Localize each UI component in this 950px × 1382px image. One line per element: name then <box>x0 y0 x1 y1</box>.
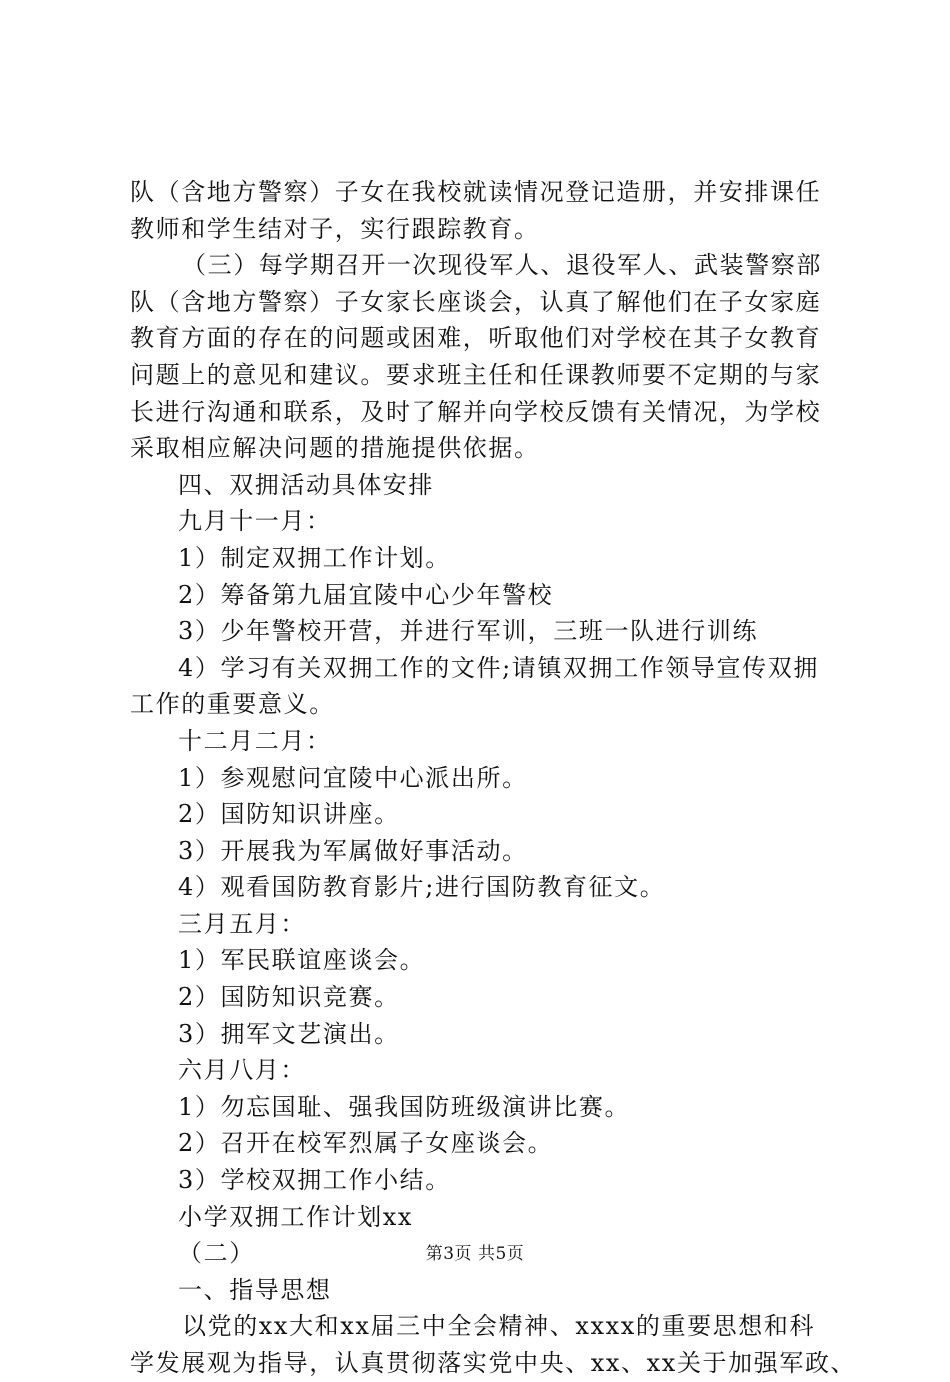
text-line: 1）参观慰问宜陵中心派出所。 <box>178 763 528 792</box>
text-line: 4）学习有关双拥工作的文件;请镇双拥工作领导宣传双拥 <box>178 653 819 682</box>
text-line: 3）学校双拥工作小结。 <box>178 1166 451 1195</box>
text-line: 十二月二月： <box>178 726 332 755</box>
text-line: 3）开展我为军属做好事活动。 <box>178 836 528 865</box>
text-line: 问题上的意见和建议。要求班主任和任课教师要不定期的与家 <box>130 360 822 389</box>
page-footer: 第3页 共5页 <box>425 1244 525 1264</box>
text-line: 2）筹备第九届宜陵中心少年警校 <box>178 580 554 609</box>
text-line: 2）国防知识讲座。 <box>178 800 400 829</box>
text-line: 一、指导思想 <box>178 1275 332 1304</box>
text-line: 六月八月： <box>178 1056 306 1085</box>
text-line: 2）召开在校军烈属子女座谈会。 <box>178 1129 554 1158</box>
text-line: 队（含地方警察）子女在我校就读情况登记造册，并安排课任 <box>130 178 822 206</box>
text-line: 学发展观为指导，认真贯彻落实党中央、xx、xx关于加强军政、 <box>130 1349 857 1377</box>
text-line: 1）制定双拥工作计划。 <box>178 543 451 572</box>
text-line: 九月十一月： <box>178 507 332 536</box>
text-line: 以党的xx大和xx届三中全会精神、xxxx的重要思想和科 <box>182 1312 816 1341</box>
text-line: 4）观看国防教育影片;进行国防教育征文。 <box>178 873 666 902</box>
text-line: 教师和学生结对子，实行跟踪教育。 <box>130 214 540 243</box>
document-body <box>130 174 860 1382</box>
text-line: 1）军民联谊座谈会。 <box>178 946 426 975</box>
text-line: 1）勿忘国耻、强我国防班级演讲比赛。 <box>178 1092 631 1121</box>
text-line: 3）拥军文艺演出。 <box>178 1019 400 1048</box>
text-line: 教育方面的存在的问题或困难，听取他们对学校在其子女教育 <box>130 324 822 353</box>
text-line: 长进行沟通和联系，及时了解并向学校反馈有关情况，为学校 <box>130 397 822 426</box>
text-line: 3）少年警校开营，并进行军训，三班一队进行训练 <box>178 617 759 646</box>
text-line: 采取相应解决问题的措施提供依据。 <box>130 434 540 463</box>
text-line: 小学双拥工作计划xx <box>178 1202 414 1231</box>
text-line: 队（含地方警察）子女家长座谈会，认真了解他们在子女家庭 <box>130 287 822 316</box>
text-line: 三月五月： <box>178 909 306 938</box>
text-line: （三）每学期召开一次现役军人、退役军人、武装警察部 <box>182 251 822 280</box>
text-line: 工作的重要意义。 <box>130 690 335 719</box>
text-line: 2）国防知识竞赛。 <box>178 983 400 1012</box>
text-line: （二） <box>178 1239 255 1268</box>
text-line: 四、双拥活动具体安排 <box>178 470 434 499</box>
